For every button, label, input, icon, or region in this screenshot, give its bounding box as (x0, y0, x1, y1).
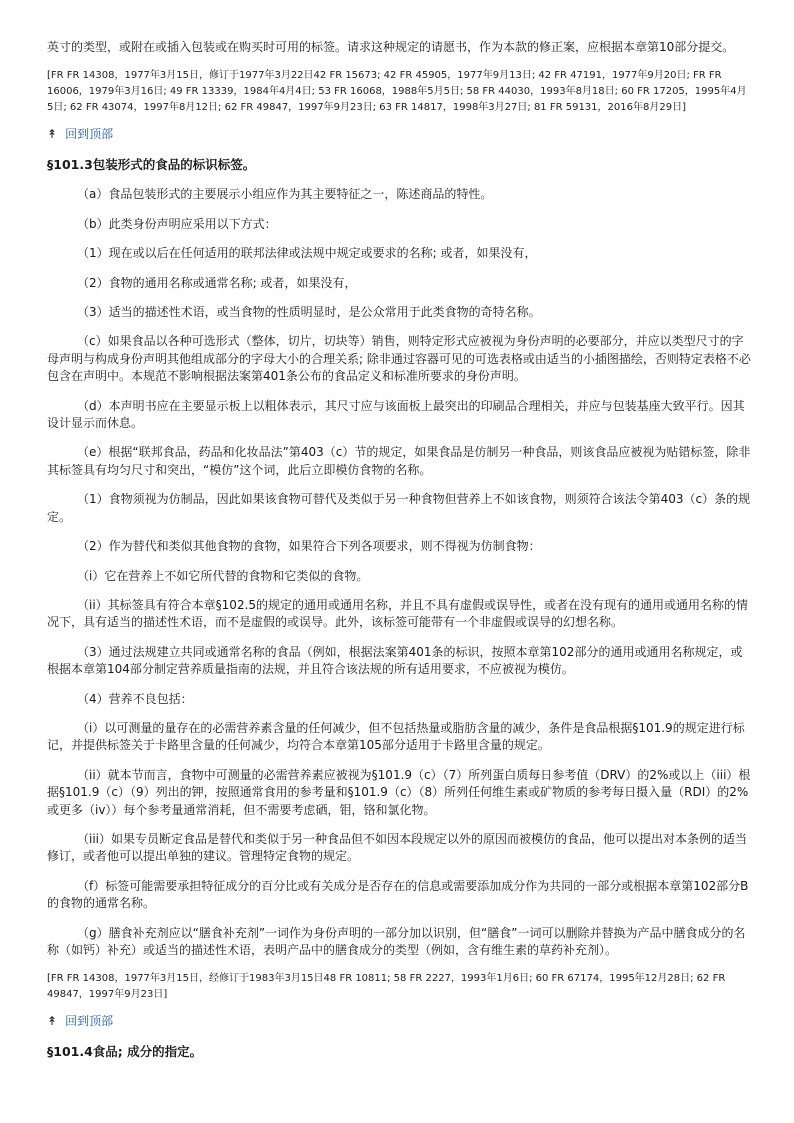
citation-block: [FR FR 14308，1977年3月15日，经修订于1983年3月15日48 FR 10811; 58 FR 2227，1993年1月6日; 60 FR 67174，1995年12月28日; 62 FR 49847，1997年9月23日] (47, 973, 726, 1001)
back-to-top-link[interactable]: 回到顶部 (65, 127, 114, 142)
citation-block: [FR FR 14308，1977年3月15日，修订于1977年3月22日42 FR 15673; 42 FR 45905，1977年9月13日; 42 FR 47191，1977年9月20日; FR FR 16006，1979年3月16日; 49 FR 13339，1984年4月4日; 53 FR 16068，1988年5月5日; 58 FR 44030，1993年8月18日; 60 FR 17205，1995年4月5日; 62 FR 43074，1997年8月12日; 62 FR 49847，1997年9月23日; 63 FR 14817，1998年3月27日; 81 FR 59131，2016年8月29日] (47, 70, 747, 114)
section-heading: §101.4食品; 成分的指定。 (47, 1044, 203, 1060)
paragraph: （3）通过法规建立共同或通常名称的食品（例如，根据法案第401条的标识，按照本章第102部分的通用或通用名称规定，或根据本章第104部分制定营养质量指南的法规，并且符合该法规的所有适用要求，不应被视为模仿。 (47, 644, 743, 677)
back-to-top[interactable] (47, 1013, 752, 1030)
paragraph: （e）根据“联邦食品，药品和化妆品法”第403（c）节的规定，如果食品是仿制另一种食品，则该食品应被视为贴错标签，除非其标签具有均匀尺寸和突出，“模仿”这个词，此后立即模仿食物的名称。 (47, 445, 751, 477)
paragraph: （iii）如果专员断定食品是替代和类似于另一种食品但不如因本段规定以外的原因而被模仿的食品，他可以提出对本条例的适当修订，或者他可以提出单独的建议。管理特定食物的规定。 (47, 831, 748, 864)
paragraph: （3）适当的描述性术语，或当食物的性质明显时，是公众常用于此类食物的奇特名称。 (77, 305, 541, 320)
paragraph: （b）此类身份声明应采用以下方式： (77, 216, 277, 231)
section-heading: §101.3包装形式的食品的标识标签。 (47, 157, 256, 173)
paragraph: （ii）其标签具有符合本章§102.5的规定的通用或通用名称，并且不具有虚假或误导性，或者在没有现有的通用或通用名称的情况下，具有适当的描述性术语，而不是虚假的或误导。此外，该标签可能带有一个非虚假或误导的幻想名称。 (47, 597, 749, 630)
paragraph: （1）食物须视为仿制品，因此如果该食物可替代及类似于另一种食物但营养上不如该食物，则须符合该法令第403（c）条的规定。 (47, 492, 751, 524)
up-arrow-icon: ↟ (47, 127, 58, 142)
paragraph: （4）营养不良包括： (77, 691, 193, 706)
back-to-top[interactable] (47, 126, 752, 143)
document-page (47, 39, 752, 1073)
back-to-top-link[interactable]: 回到顶部 (65, 1014, 114, 1029)
paragraph: （ii）就本节而言，食物中可测量的必需营养素应被视为§101.9（c）（7）所列蛋白质每日参考值（DRV）的2%或以上（iii）根据§101.9（c）（9）列出的钾，按照通常食用的参考量和§101.9（c）（8）所列任何维生素或矿物质的参考每日摄入量（RDI）的2%或更多（iv））每个参考量通常消耗，但不需要考虑硒，钼，铬和氯化物。 (47, 767, 751, 817)
paragraph: （g）膳食补充剂应以“膳食补充剂”一词作为身份声明的一部分加以识别，但“膳食”一词可以删除并替换为产品中膳食成分的名称（如钙）补充）或适当的描述性术语，表明产品中的膳食成分的类型（例如，含有维生素的草药补充剂）。 (47, 925, 746, 957)
paragraph: （i）它在营养上不如它所代替的食物和它类似的食物。 (77, 568, 369, 583)
paragraph: （2）作为替代和类似其他食物的食物，如果符合下列各项要求，则不得视为仿制食物： (77, 539, 541, 554)
paragraph: （i）以可测量的量存在的必需营养素含量的任何减少，但不包括热量或脂肪含量的减少，条件是食品根据§101.9的规定进行标记，并提供标签关于卡路里含量的任何减少，均符合本章第105部分适用于卡路里含量的规定。 (47, 720, 745, 753)
paragraph: （f）标签可能需要承担特征成分的百分比或有关成分是否存在的信息或需要添加成分作为共同的一部分或根据本章第102部分B的食物的通常名称。 (47, 878, 749, 911)
continuation-paragraph: 英寸的类型，或附在或插入包装或在购买时可用的标签。请求这种规定的请愿书，作为本款的修正案，应根据本章第10部分提交。 (47, 40, 735, 54)
paragraph: （d）本声明书应在主要显示板上以粗体表示，其尺寸应与该面板上最突出的印刷品合理相关，并应与包装基座大致平行。因其设计显示而休息。 (47, 398, 745, 431)
paragraph: （c）如果食品以各种可选形式（整体，切片，切块等）销售，则特定形式应被视为身份声明的必要部分，并应以类型尺寸的字母声明与构成身份声明其他组成部分的字母大小的合理关系; 除非通过容器可见的可选表格或由适当的小插图描绘，否则特定表格不必包含在声明中。本规范不影响根据法案第401条公布的食品定义和标准所要求的身份声明。 (47, 334, 751, 384)
up-arrow-icon: ↟ (47, 1014, 58, 1029)
paragraph: （a）食品包装形式的主要展示小组应作为其主要特征之一，陈述商品的特性。 (77, 187, 493, 202)
paragraph: （2）食物的通用名称或通常名称; 或者，如果没有， (77, 275, 357, 290)
paragraph: （1）现在或以后在任何适用的联邦法律或法规中规定或要求的名称; 或者，如果没有， (77, 246, 537, 261)
